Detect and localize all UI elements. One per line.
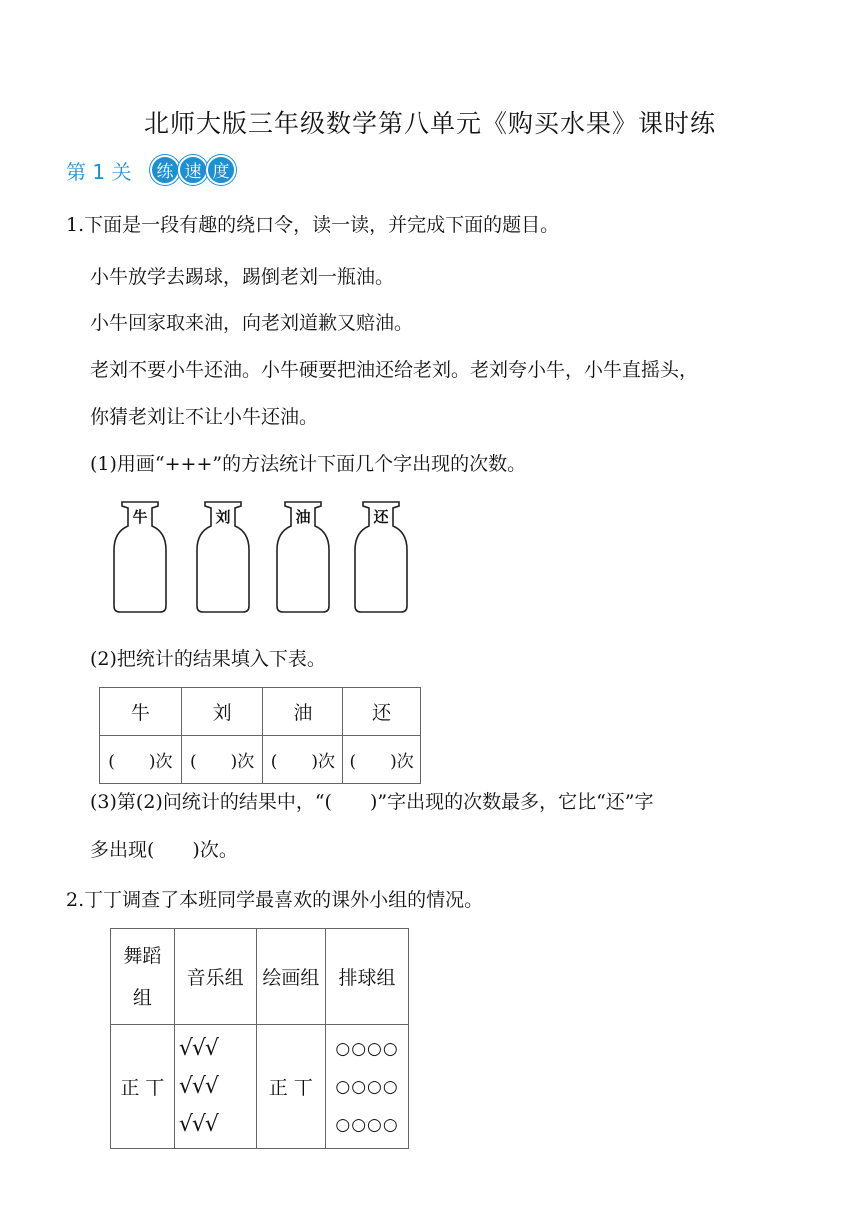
survey-table (110, 928, 409, 1149)
tally-marks: 正 丅 (120, 1077, 165, 1099)
tally-marks: 正 丅 (268, 1077, 313, 1099)
tally-cell (111, 1025, 175, 1149)
answer-cell[interactable]: ( )次 (100, 736, 182, 784)
table-header: 音乐组 (174, 929, 256, 1025)
check-row: √√√ (178, 1111, 218, 1137)
check-row: √√√ (178, 1073, 218, 1099)
bottle-niu[interactable] (110, 498, 170, 616)
tongue-twister-line: 小牛回家取来油，向老刘道歉又赔油。 (90, 312, 414, 334)
table-header (111, 929, 175, 1025)
tally-cell (256, 1025, 326, 1149)
page-title: 北师大版三年级数学第八单元《购买水果》课时练 (143, 109, 716, 138)
circle-row: ○○○○ (335, 1076, 399, 1097)
answer-cell[interactable]: ( )次 (181, 736, 263, 784)
check-row: √√√ (178, 1035, 218, 1061)
header-dance: 舞蹈组 (123, 944, 162, 1009)
tongue-twister-line: 小牛放学去踢球，踢倒老刘一瓶油。 (90, 266, 395, 288)
level-label: 第 1 关 (66, 160, 132, 184)
answer-cell[interactable]: ( )次 (343, 736, 421, 784)
bottle-huan[interactable] (351, 498, 411, 616)
tally-cell (326, 1025, 409, 1149)
answer-cell[interactable]: ( )次 (263, 736, 343, 784)
badge-char: 度 (206, 155, 236, 185)
q2-stem: 2.丁丁调查了本班同学最喜欢的课外小组的情况。 (66, 889, 484, 911)
table-header: 绘画组 (256, 929, 326, 1025)
q1-part1: (1)用画“+++”的方法统计下面几个字出现的次数。 (90, 453, 527, 475)
bottle-label: 刘 (215, 508, 231, 526)
table-header: 刘 (181, 688, 263, 736)
circle-row: ○○○○ (335, 1114, 399, 1135)
bottle-label: 牛 (132, 508, 148, 526)
bottle-label: 还 (373, 508, 389, 526)
bottle-label: 油 (295, 508, 311, 526)
circle-row: ○○○○ (335, 1038, 399, 1059)
bottle-you[interactable] (273, 498, 333, 616)
tongue-twister-line: 老刘不要小牛还油。小牛硬要把油还给老刘。老刘夸小牛，小牛直摇头， (90, 359, 699, 381)
table-header: 还 (343, 688, 421, 736)
tally-cell (174, 1025, 256, 1149)
speed-badges (150, 155, 234, 185)
bottle-liu[interactable] (193, 498, 253, 616)
table-header: 牛 (100, 688, 182, 736)
tongue-twister-line: 你猜老刘让不让小牛还油。 (90, 406, 319, 428)
q1-stem: 1.下面是一段有趣的绕口令，读一读，并完成下面的题目。 (66, 214, 560, 236)
table-header: 排球组 (326, 929, 409, 1025)
badge-char: 速 (178, 155, 208, 185)
table-header: 油 (263, 688, 343, 736)
q1-part3-cont: 多出现( )次。 (90, 839, 238, 861)
q1-part2: (2)把统计的结果填入下表。 (90, 648, 326, 670)
badge-char: 练 (150, 155, 180, 185)
q1-part3: (3)第(2)问统计的结果中，“( )”字出现的次数最多，它比“还”字 (90, 791, 654, 813)
count-table (99, 687, 421, 784)
